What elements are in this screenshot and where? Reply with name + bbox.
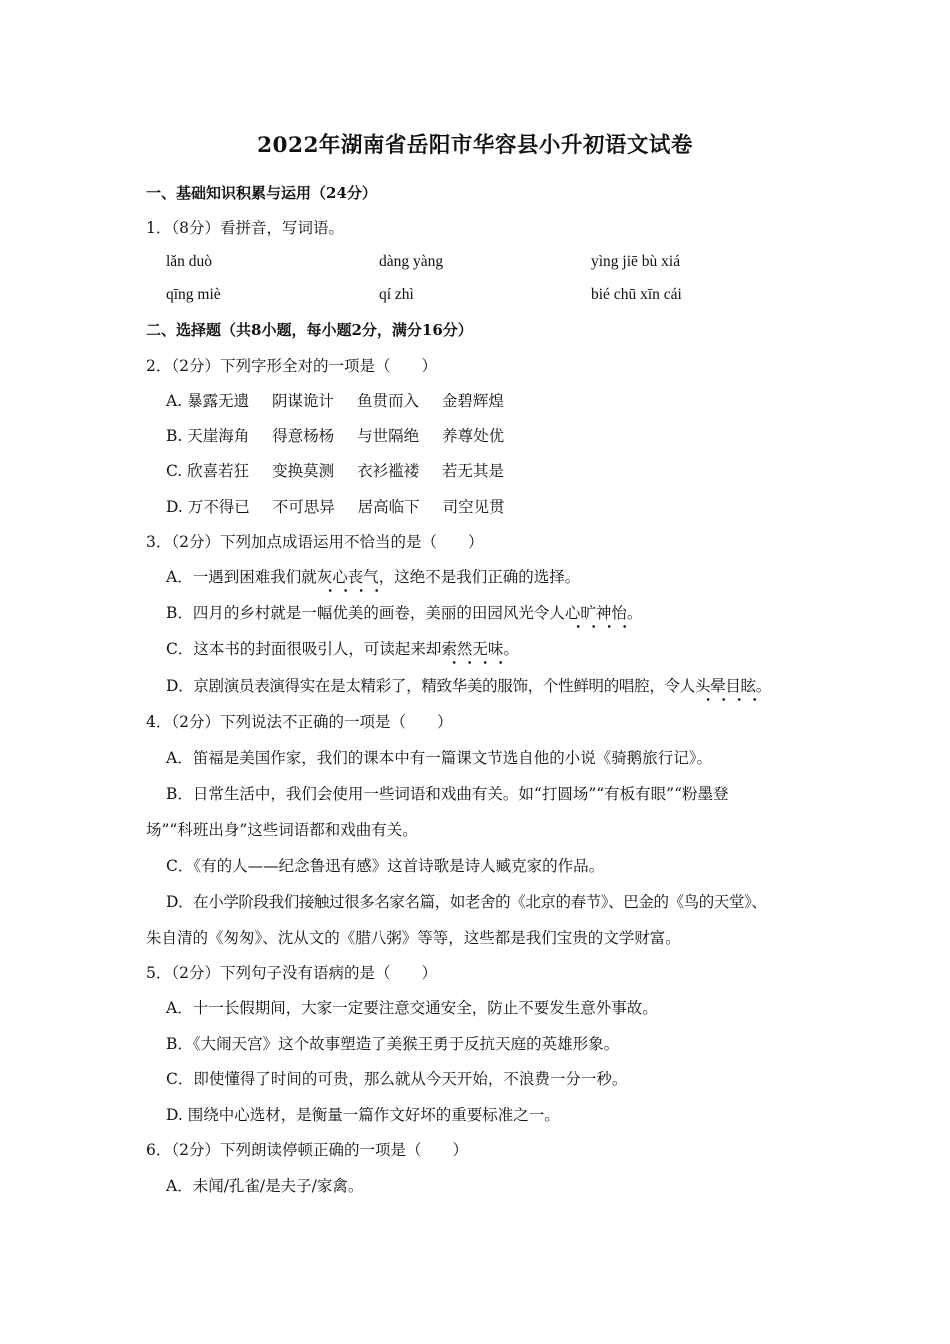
q2-option-d [166,497,505,517]
q2-stem: 2．（2分）下列字形全对的一项是（ ） [146,357,437,375]
word: 若无其是 [442,462,505,480]
word: 万不得已 [187,498,250,516]
word: 不可思异 [272,498,335,516]
q4-option-b-line1: B．日常生活中，我们会使用一些词语和戏曲有关。如“打圆场”“有板有眼”“粉墨登 [166,785,729,803]
q2-option-b [166,426,504,446]
exam-title: 2022年湖南省岳阳市华容县小升初语文试卷 [257,133,693,158]
option-label: A. [166,392,183,410]
section-1-heading: 一、基础知识积累与运用（24分） [146,184,377,202]
text: 。 [626,604,643,622]
q6-stem: 6．（2分）下列朗读停顿正确的一项是（ ） [146,1141,468,1159]
q5-option-d: D. 围绕中心选材，是衡量一篇作文好坏的重要标准之一。 [166,1106,560,1124]
word: 阴谋诡计 [272,392,335,410]
q5-option-b: B．《大闹天宫》这个故事塑造了美猴王勇于反抗天庭的英雄形象。 [166,1035,620,1053]
q4-option-b-line2: 场”“科班出身”这些词语都和戏曲有关。 [146,821,418,839]
text: ，这绝不是我们正确的选择。 [378,568,581,586]
q3-option-a [166,567,580,587]
q4-option-a: A．笛福是美国作家，我们的课本中有一篇课文节选自他的小说《骑鹅旅行记》。 [166,749,712,767]
dotted-idiom: 头晕目眩 [694,677,756,695]
dotted-idiom: 灰心丧气 [316,568,379,586]
text: 。 [503,640,519,658]
dotted-idiom: 心旷神怡 [564,604,627,622]
word: 天崖海角 [187,427,250,445]
pinyin-5: qí zhì [379,286,414,303]
pinyin-1: lǎn duò [166,253,213,270]
q5-stem: 5．（2分）下列句子没有语病的是（ ） [146,964,437,982]
q4-option-d-line1: D．在小学阶段我们接触过很多名家名篇，如老舍的《北京的春节》、巴金的《鸟的天堂》、 [166,893,767,911]
text: D．京剧演员表演得实在是太精彩了，精致华美的服饰，个性鲜明的唱腔，令人 [166,677,695,695]
option-label: C. [166,462,183,480]
word: 鱼贯而入 [356,392,419,410]
word: 衣衫褴褛 [357,462,420,480]
word: 与世隔绝 [357,427,420,445]
dotted-idiom: 索然无味 [441,640,504,658]
q5-option-c: C．即使懂得了时间的可贵，那么就从今天开始，不浪费一分一秒。 [166,1070,628,1088]
q2-option-a [166,391,504,411]
option-label: D. [166,498,183,516]
q4-stem: 4．（2分）下列说法不正确的一项是（ ） [146,713,453,731]
q3-option-c [166,639,519,659]
text: 。 [755,677,771,695]
word: 居高临下 [357,498,420,516]
word: 金碧辉煌 [441,392,504,410]
text: C．这本书的封面很吸引人，可读起来却 [166,640,442,658]
q4-option-c: C．《有的人——纪念鲁迅有感》这首诗歌是诗人臧克家的作品。 [166,857,605,875]
word: 司空见贯 [442,498,505,516]
q3-option-b [166,603,642,623]
pinyin-6: bié chū xīn cái [591,286,682,303]
q1-stem: 1．（8分）看拼音，写词语。 [146,219,344,237]
q4-option-d-line2: 朱自清的《匆匆》、沈从文的《腊八粥》等等，这些都是我们宝贵的文学财富。 [146,929,681,947]
q3-option-d [166,676,771,696]
word: 得意杨杨 [272,427,335,445]
word: 欣喜若狂 [187,462,250,480]
q6-option-a: A．未闻/孔雀/是夫子/家禽。 [166,1177,364,1195]
text: B．四月的乡村就是一幅优美的画卷，美丽的田园风光令人 [166,604,565,622]
pinyin-4: qīng miè [166,286,221,303]
section-2-heading: 二、选择题（共8小题，每小题2分，满分16分） [146,321,473,339]
q2-option-c [166,461,504,481]
word: 养尊处优 [442,427,505,445]
q5-option-a: A．十一长假期间，大家一定要注意交通安全，防止不要发生意外事故。 [166,999,658,1017]
text: A．一遇到困难我们就 [166,568,317,586]
option-label: B. [166,427,183,445]
word: 变换莫测 [272,462,335,480]
pinyin-2: dàng yàng [379,253,444,270]
pinyin-3: yìng jiē bù xiá [591,253,681,270]
q3-stem: 3．（2分）下列加点成语运用不恰当的是（ ） [146,533,484,551]
word: 暴露无遗 [187,392,250,410]
